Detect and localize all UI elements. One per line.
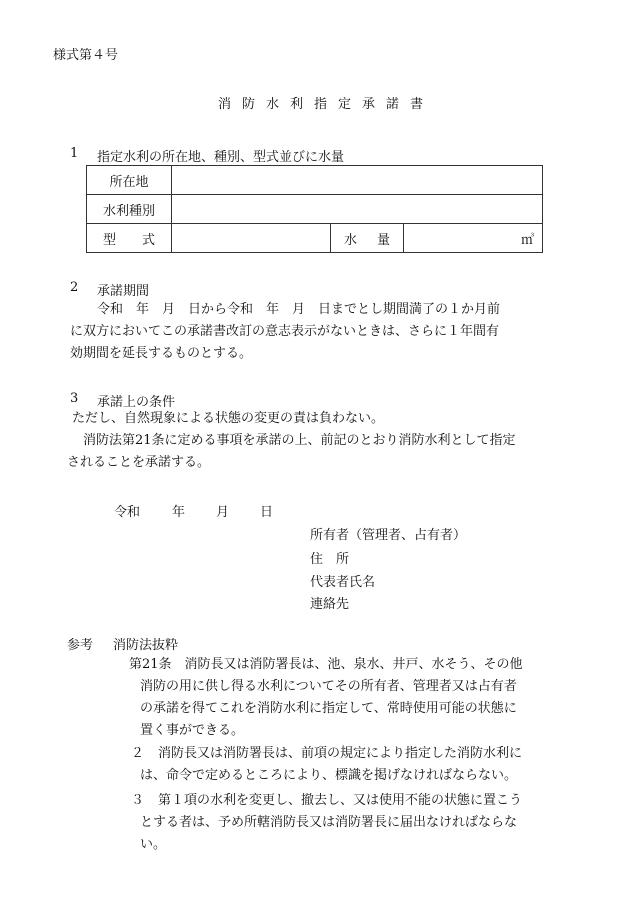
paragraph2-line1: 消防長又は消防署長は、前項の規定により指定した消防水利に xyxy=(158,746,523,761)
form-number: 様式第４号 xyxy=(53,48,119,63)
section3-number: 3 xyxy=(70,391,79,406)
title-char: 消 xyxy=(218,97,232,112)
title-char: 書 xyxy=(410,97,424,112)
table-row xyxy=(87,195,543,224)
title-char: 承 xyxy=(362,97,376,112)
water-source-table xyxy=(86,165,543,253)
date-era: 令和 xyxy=(114,505,141,520)
section2-line2: に双方においてこの承諾書改訂の意志表示がないときは、さらに１年間有 xyxy=(70,324,500,339)
model-label-char: 式 xyxy=(142,232,156,248)
paragraph2-number: ２ xyxy=(131,746,145,761)
reference-label: 参考 xyxy=(67,638,94,653)
volume-label-char: 量 xyxy=(377,232,391,248)
table-row xyxy=(87,224,543,253)
date-day: 日 xyxy=(260,505,274,520)
representative-label: 代表者氏名 xyxy=(310,575,376,590)
article21-line1: 第21条 消防長又は消防署長は、池、泉水、井戸、水そう、その他 xyxy=(129,657,523,672)
volume-label xyxy=(331,224,404,253)
location-field[interactable] xyxy=(172,166,543,195)
date-month: 月 xyxy=(216,505,230,520)
model-label xyxy=(87,224,172,253)
table-row xyxy=(87,166,543,195)
title-char: 定 xyxy=(338,97,352,112)
section3-line2: 消防法第21条に定める事項を承諾の上、前記のとおり消防水利として指定 xyxy=(83,433,516,448)
volume-label-char: 水 xyxy=(343,232,357,248)
paragraph3-line3: い。 xyxy=(140,837,167,852)
title-char: 利 xyxy=(290,97,304,112)
title-char: 指 xyxy=(314,97,328,112)
section2-number: 2 xyxy=(70,280,79,295)
paragraph3-line1: 第１項の水利を変更し、撤去し、又は使用不能の状態に置こう xyxy=(158,793,523,808)
section2-heading: 承諾期間 xyxy=(97,284,150,299)
article21-line2: 消防の用に供し得る水利についてその所有者、管理者又は占有者 xyxy=(140,679,517,694)
section3-line3: されることを承諾する。 xyxy=(67,455,211,470)
article21-line4: 置く事ができる。 xyxy=(140,723,245,738)
title-char: 防 xyxy=(242,97,256,112)
date-year: 年 xyxy=(172,505,186,520)
title-char: 諾 xyxy=(386,97,400,112)
contact-label: 連絡先 xyxy=(310,597,350,612)
reference-title: 消防法抜粋 xyxy=(113,638,179,653)
section3-heading: 承諾上の条件 xyxy=(97,395,176,410)
model-label-char: 型 xyxy=(102,232,116,248)
section2-line3: 効期間を延長するものとする。 xyxy=(70,346,253,361)
volume-unit: ㎥ xyxy=(520,232,534,248)
water-type-label: 水利種別 xyxy=(87,195,172,224)
section1-heading: 指定水利の所在地、種別、型式並びに水量 xyxy=(97,150,345,165)
volume-field[interactable] xyxy=(404,224,543,253)
location-label: 所在地 xyxy=(87,166,172,195)
address-label: 住 所 xyxy=(310,552,350,567)
section3-line1: ただし、自然現象による状態の変更の責は負わない。 xyxy=(72,411,385,426)
paragraph2-line2: は、命令で定めるところにより、標識を掲げなければならない。 xyxy=(140,768,518,783)
water-type-field[interactable] xyxy=(172,195,543,224)
paragraph3-line2: とする者は、予め所轄消防長又は消防署長に届出なければならな xyxy=(140,815,518,830)
model-field[interactable] xyxy=(172,224,331,253)
section2-line1: 令和 年 月 日から令和 年 月 日までとし期間満了の１か月前 xyxy=(97,302,501,317)
article21-line3: の承諾を得てこれを消防水利に指定して、常時使用可能の状態に xyxy=(140,701,517,716)
title-char: 水 xyxy=(266,97,280,112)
owner-label: 所有者（管理者、占有者） xyxy=(310,528,467,543)
paragraph3-number: ３ xyxy=(131,793,145,808)
section1-number: 1 xyxy=(70,146,79,161)
